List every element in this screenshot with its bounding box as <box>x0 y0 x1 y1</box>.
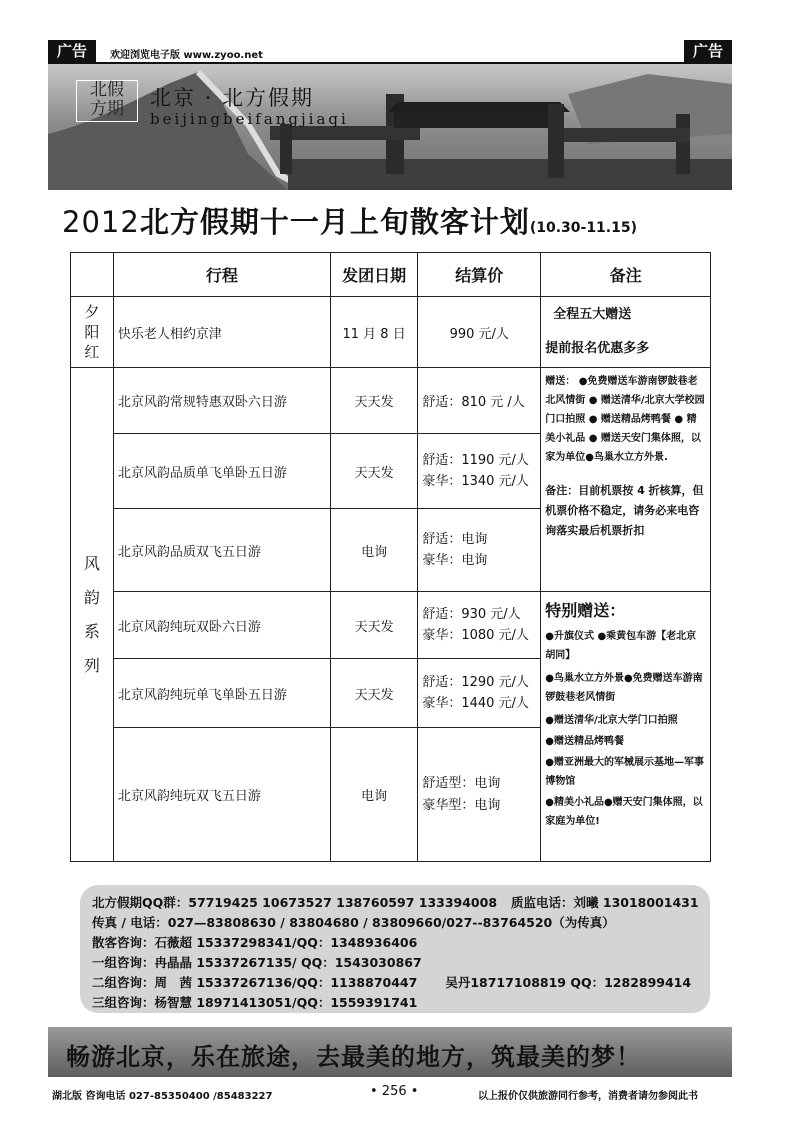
page-title <box>62 200 637 241</box>
special-gift-item: ●鸟巢水立方外景●免费赠送车游南锣鼓巷老风情街 <box>545 673 703 703</box>
special-gift-item: ●赠送清华/北京大学门口拍照 <box>545 715 678 726</box>
brand-logo: 北假 方期 <box>76 80 138 122</box>
route-cell: 北京风韵纯玩双卧六日游 <box>113 592 330 659</box>
note-gift: 赠送： ●免费赠送车游南锣鼓巷老北风情街 ● 赠送清华/北京大学校园门口拍照 ● 赠送精品烤鸭餐 ● 精美小礼品 ● 赠送天安门集体照，以家为单位●鸟巢水立方外景. <box>545 376 705 463</box>
price-cell: 舒适型：电询 豪华型：电询 <box>418 728 541 862</box>
table-row <box>71 368 711 434</box>
contact-group-1: 一组咨询：冉晶晶 15337267135/ QQ：1543030867 <box>92 955 422 970</box>
group-2-extra: 吴丹18717108819 QQ：1282899414 <box>445 975 692 990</box>
price-cell: 990 元/人 <box>418 297 541 368</box>
contact-individual: 散客咨询：石薇超 15337298341/QQ：1348936406 <box>92 935 418 950</box>
group-xiyanghong: 夕 阳 红 <box>71 297 114 368</box>
note-xiyanghong-1: 全程五大赠送 <box>553 307 632 322</box>
date-cell: 天天发 <box>330 368 417 434</box>
brand-name-cn: 北京 · 北方假期 <box>150 86 315 110</box>
price-cell: 舒适：电询 豪华：电询 <box>418 509 541 592</box>
slogan-text: 畅游北京，乐在旅途，去最美的地方，筑最美的梦！ <box>66 1043 641 1071</box>
title-main: 北方假期十一月上旬散客计划 <box>139 205 530 239</box>
price-cell: 舒适：930 元/人 豪华：1080 元/人 <box>418 592 541 659</box>
ad-label-right: 广告 <box>684 40 732 62</box>
route-cell: 北京风韵品质单飞单卧五日游 <box>113 434 330 509</box>
date-cell: 11 月 8 日 <box>330 297 417 368</box>
date-cell: 电询 <box>330 728 417 862</box>
route-cell: 北京风韵纯玩单飞单卧五日游 <box>113 659 330 728</box>
special-gift-item: ●赠亚洲最大的军械展示基地—军事博物馆 <box>545 757 704 787</box>
route-cell: 快乐老人相约京津 <box>113 297 330 368</box>
welcome-text[interactable]: 欢迎浏览电子版 www.zyoo.net <box>110 50 263 61</box>
table-header-row <box>71 253 711 297</box>
group-2-text: 二组咨询：周 茜 15337267136/QQ：1138870447 <box>92 975 418 990</box>
group-fengyun: 风 韵 系 列 <box>71 368 114 862</box>
header-route: 行程 <box>113 253 330 297</box>
title-year: 2012 <box>62 205 140 239</box>
special-gift-title: 特别赠送： <box>545 601 626 620</box>
date-cell: 天天发 <box>330 659 417 728</box>
header-notes: 备注 <box>541 253 711 297</box>
brand-name-pinyin: beijingbeifangjiaqi <box>150 110 349 128</box>
title-date-range: (10.30-11.15) <box>529 220 638 236</box>
date-cell: 天天发 <box>330 592 417 659</box>
price-cell: 舒适：1290 元/人 豪华：1440 元/人 <box>418 659 541 728</box>
ad-label-left: 广告 <box>48 40 96 62</box>
footer-disclaimer: 以上报价仅供旅游同行参考，消费者请勿参阅此书 <box>478 1091 698 1102</box>
contact-fax: 传真 / 电话：027—83808630 / 83804680 / 83809660/027--83764520（为传真） <box>92 915 615 930</box>
note-cell <box>541 368 711 592</box>
special-gift-item: ●赠送精品烤鸭餐 <box>545 736 624 747</box>
note-cell <box>541 592 711 862</box>
qq-groups-text: 北方假期QQ群：57719425 10673527 138760597 133394008 <box>92 895 498 910</box>
date-cell: 电询 <box>330 509 417 592</box>
route-cell: 北京风韵常规特惠双卧六日游 <box>113 368 330 434</box>
date-cell: 天天发 <box>330 434 417 509</box>
header-price: 结算价 <box>418 253 541 297</box>
footer-edition: 湖北版 咨询电话 027-85350400 /85483227 <box>52 1091 273 1102</box>
header-group <box>71 253 114 297</box>
route-cell: 北京风韵品质双飞五日游 <box>113 509 330 592</box>
note-cell <box>541 297 711 368</box>
contact-qq-groups <box>92 893 699 911</box>
contact-group-3: 三组咨询：杨智慧 18971413051/QQ：1559391741 <box>92 995 418 1010</box>
route-cell: 北京风韵纯玩双飞五日游 <box>113 728 330 862</box>
page-number: • 256 • <box>370 1084 419 1099</box>
price-cell: 舒适：810 元 /人 <box>418 368 541 434</box>
special-gift-item: ●升旗仪式 ●乘黄包车游【老北京胡同】 <box>545 631 697 661</box>
special-gift-item: ●精美小礼品●赠天安门集体照，以家庭为单位! <box>545 797 703 827</box>
contact-group-2 <box>92 973 691 991</box>
note-xiyanghong-2: 提前报名优惠多多 <box>545 341 650 356</box>
table-row <box>71 297 711 368</box>
schedule-table <box>70 252 711 862</box>
supervise-phone: 质监电话：刘曦 13018001431 <box>511 895 699 910</box>
note-ticket: 备注：目前机票按 4 折核算，但机票价格不稳定，请务必来电咨询落实最后机票折扣 <box>545 484 704 537</box>
table-row <box>71 592 711 659</box>
price-cell: 舒适：1190 元/人 豪华：1340 元/人 <box>418 434 541 509</box>
header-date: 发团日期 <box>330 253 417 297</box>
